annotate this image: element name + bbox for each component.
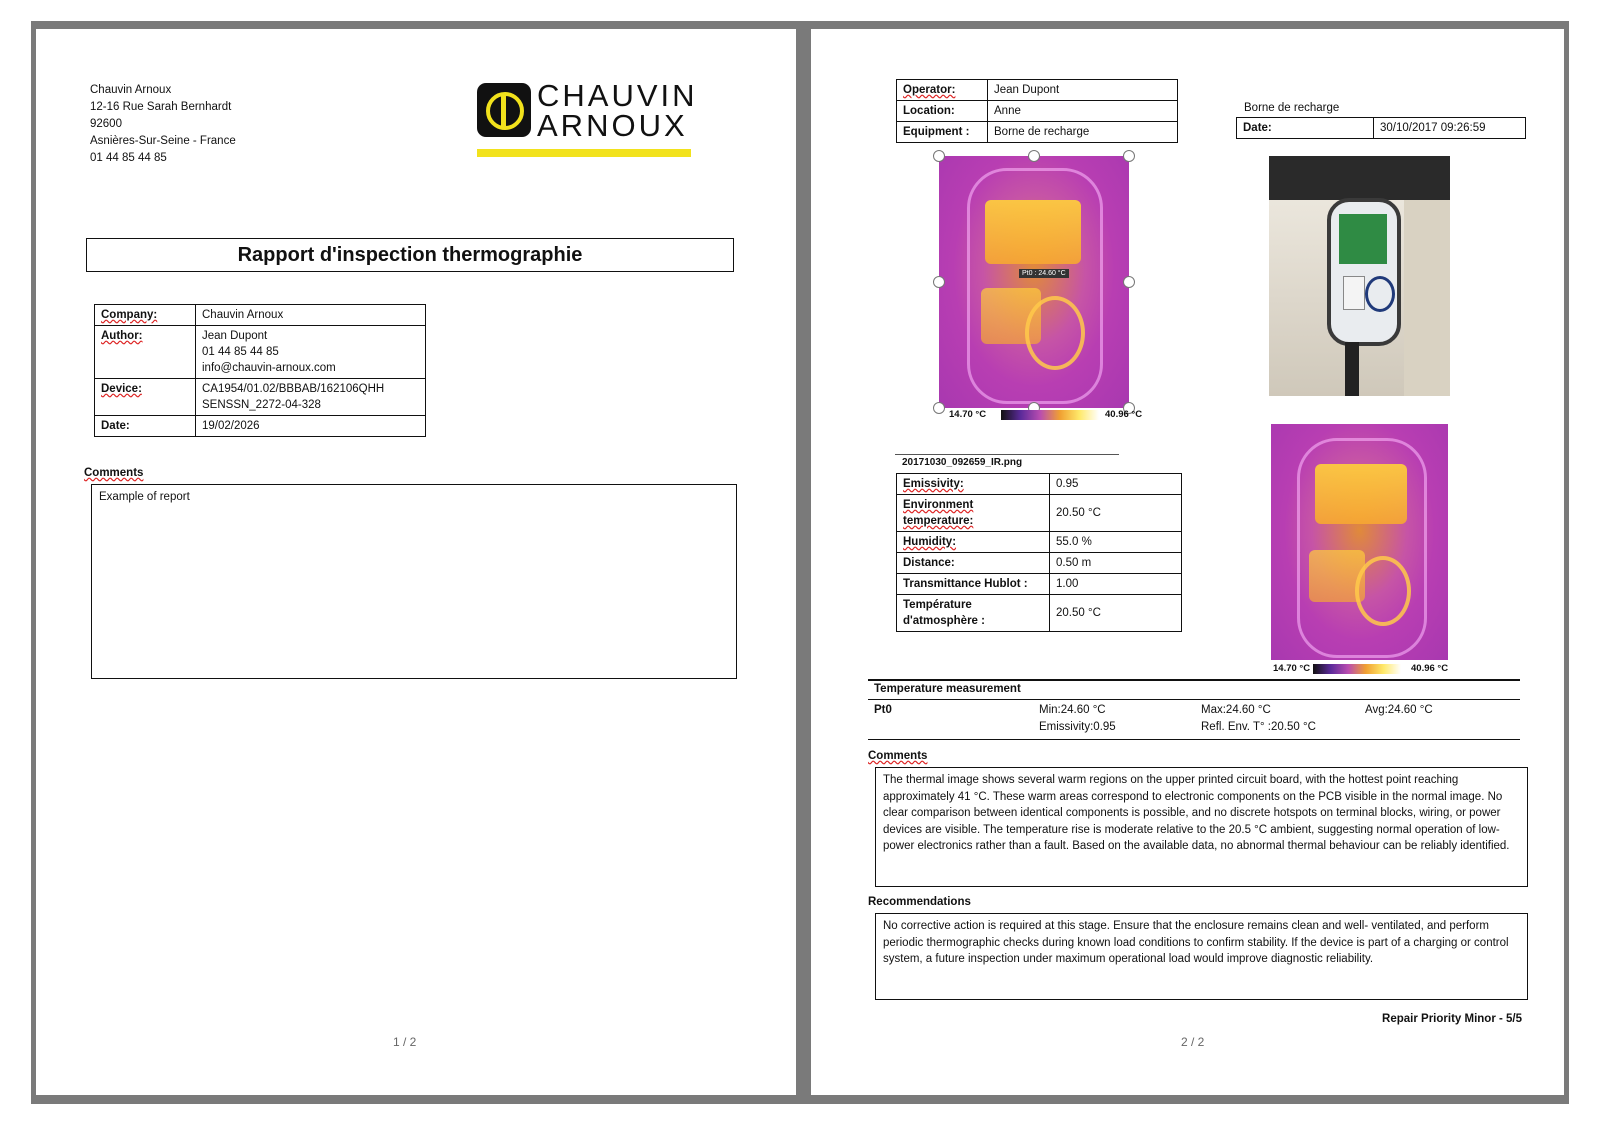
operator-value: Jean Dupont — [988, 80, 1178, 101]
measurement-reflected-temp: Refl. Env. T° :20.50 °C — [1201, 721, 1316, 733]
temperature-measurement-heading: Temperature measurement — [874, 683, 1021, 695]
company-address — [90, 82, 236, 167]
repair-priority: Repair Priority Minor - 5/5 — [1382, 1013, 1522, 1025]
resize-handle[interactable] — [933, 276, 945, 288]
humidity-value: 55.0 % — [1050, 532, 1182, 553]
table-row — [897, 553, 1182, 574]
emissivity-label: Emissivity: — [903, 478, 964, 490]
address-line: Asnières-Sur-Seine - France — [90, 135, 236, 147]
divider — [868, 739, 1520, 740]
thermal-image-selected[interactable] — [939, 156, 1129, 408]
scale-min: 14.70 °C — [1273, 663, 1311, 674]
measurement-avg: Avg:24.60 °C — [1365, 704, 1433, 716]
resize-handle[interactable] — [1123, 150, 1135, 162]
scale-max: 40.96 °C — [1105, 409, 1143, 420]
date-label: Date: — [1237, 118, 1374, 139]
ir-filename: 20171030_092659_IR.png — [902, 457, 1023, 468]
address-line: 01 44 85 44 85 — [90, 152, 167, 164]
divider — [868, 699, 1520, 700]
temperature-scale — [1273, 663, 1473, 677]
device-label: Device: — [101, 383, 142, 395]
humidity-label: Humidity: — [903, 536, 957, 548]
logo-underline — [477, 149, 691, 157]
page-1 — [36, 29, 796, 1095]
divider — [868, 679, 1520, 681]
location-value: Anne — [988, 101, 1178, 122]
color-gradient-bar — [1313, 664, 1401, 674]
table-row — [1237, 118, 1526, 139]
report-info-table — [94, 304, 426, 437]
author-email: info@chauvin-arnoux.com — [202, 362, 336, 374]
table-row — [95, 305, 426, 326]
recommendations-box: No corrective action is required at this stage. Ensure that the enclosure remains clean and well- ventilated, and perform periodic thermographic checks during known load conditions to confirm stability. If the device is part of a charging or control system, a future inspection under maximum operational load would improve diagnostic reliability. — [875, 913, 1528, 1000]
comments-label: Comments — [868, 750, 928, 762]
company-value: Chauvin Arnoux — [196, 305, 426, 326]
document-frame — [31, 21, 1569, 1104]
table-row — [95, 326, 426, 379]
atmosphere-label-2: d'atmosphère : — [903, 615, 985, 627]
environment-label-2: temperature: — [903, 515, 974, 527]
table-row — [897, 101, 1178, 122]
page-2 — [811, 29, 1564, 1095]
table-row — [897, 574, 1182, 595]
date-label: Date: — [95, 416, 196, 437]
table-row — [897, 532, 1182, 553]
table-row — [897, 495, 1182, 532]
operator-label: Operator: — [903, 84, 956, 96]
location-label: Location: — [897, 101, 988, 122]
measurement-parameters-table — [896, 473, 1182, 632]
measurement-emissivity: Emissivity:0.95 — [1039, 721, 1116, 733]
chauvin-arnoux-logo — [477, 78, 698, 158]
address-line: 12-16 Rue Sarah Bernhardt — [90, 101, 232, 113]
device-serial: SENSSN_2272-04-328 — [202, 399, 321, 411]
comments-label: Comments — [84, 467, 144, 479]
recommendations-label: Recommendations — [868, 896, 971, 908]
measurement-max: Max:24.60 °C — [1201, 704, 1271, 716]
author-phone: 01 44 85 44 85 — [202, 346, 279, 358]
comments-box: The thermal image shows several warm regions on the upper printed circuit board, with the hottest point reaching approximately 41 °C. These warm areas correspond to electronic components on the PCB visible in the normal image. No clear comparison between identical components is possible, and no discrete hotspots on terminal blocks, wiring, or power devices are visible. The temperature rise is moderate relative to the 20.5 °C ambient, suggesting normal operation of low- power electronics rather than a fault. Based on the available data, no abnormal thermal behaviour can be reliably identified. — [875, 767, 1528, 887]
temperature-scale — [949, 409, 1159, 423]
author-label: Author: — [101, 330, 143, 342]
device-id: CA1954/01.02/BBBAB/162106QHH — [202, 383, 385, 395]
divider — [895, 454, 1119, 455]
table-row — [897, 122, 1178, 143]
measurement-point-name: Pt0 — [874, 704, 892, 716]
emissivity-value: 0.95 — [1050, 474, 1182, 495]
table-row — [897, 595, 1182, 632]
environment-temperature-value: 20.50 °C — [1050, 495, 1182, 532]
distance-value: 0.50 m — [1050, 553, 1182, 574]
date-table — [1236, 117, 1526, 139]
thermal-image — [1271, 424, 1448, 660]
page-number: 2 / 2 — [1181, 1035, 1205, 1049]
resize-handle[interactable] — [1028, 150, 1040, 162]
visible-photo — [1269, 156, 1450, 396]
table-row — [897, 80, 1178, 101]
equipment-label: Equipment : — [897, 122, 988, 143]
resize-handle[interactable] — [933, 402, 945, 414]
author-name: Jean Dupont — [202, 330, 268, 342]
transmittance-label: Transmittance Hublot : — [897, 574, 1050, 595]
photo-caption: Borne de recharge — [1244, 102, 1340, 114]
company-label: Company: — [101, 309, 158, 321]
address-line: Chauvin Arnoux — [90, 84, 172, 96]
distance-label: Distance: — [897, 553, 1050, 574]
date-value: 30/10/2017 09:26:59 — [1374, 118, 1526, 139]
atmosphere-temperature-value: 20.50 °C — [1050, 595, 1182, 632]
atmosphere-label: Température — [903, 599, 972, 611]
comments-box: Example of report — [91, 484, 737, 679]
environment-label: Environment — [903, 499, 974, 511]
equipment-value: Borne de recharge — [988, 122, 1178, 143]
table-row — [95, 379, 426, 416]
logo-text: CHAUVIN ARNOUX — [537, 78, 698, 143]
logo-mark-icon — [477, 83, 531, 137]
address-line: 92600 — [90, 118, 122, 130]
page-number: 1 / 2 — [393, 1035, 417, 1049]
table-row — [95, 416, 426, 437]
report-title: Rapport d'inspection thermographie — [86, 238, 734, 272]
date-value: 19/02/2026 — [196, 416, 426, 437]
color-gradient-bar — [1001, 410, 1099, 420]
resize-handle[interactable] — [933, 150, 945, 162]
transmittance-value: 1.00 — [1050, 574, 1182, 595]
measurement-point-marker: Pt0 : 24.60 °C — [1019, 269, 1069, 278]
scale-min: 14.70 °C — [949, 409, 987, 420]
table-row — [897, 474, 1182, 495]
inspection-header-table — [896, 79, 1178, 143]
measurement-min: Min:24.60 °C — [1039, 704, 1106, 716]
scale-max: 40.96 °C — [1411, 663, 1449, 674]
resize-handle[interactable] — [1123, 276, 1135, 288]
